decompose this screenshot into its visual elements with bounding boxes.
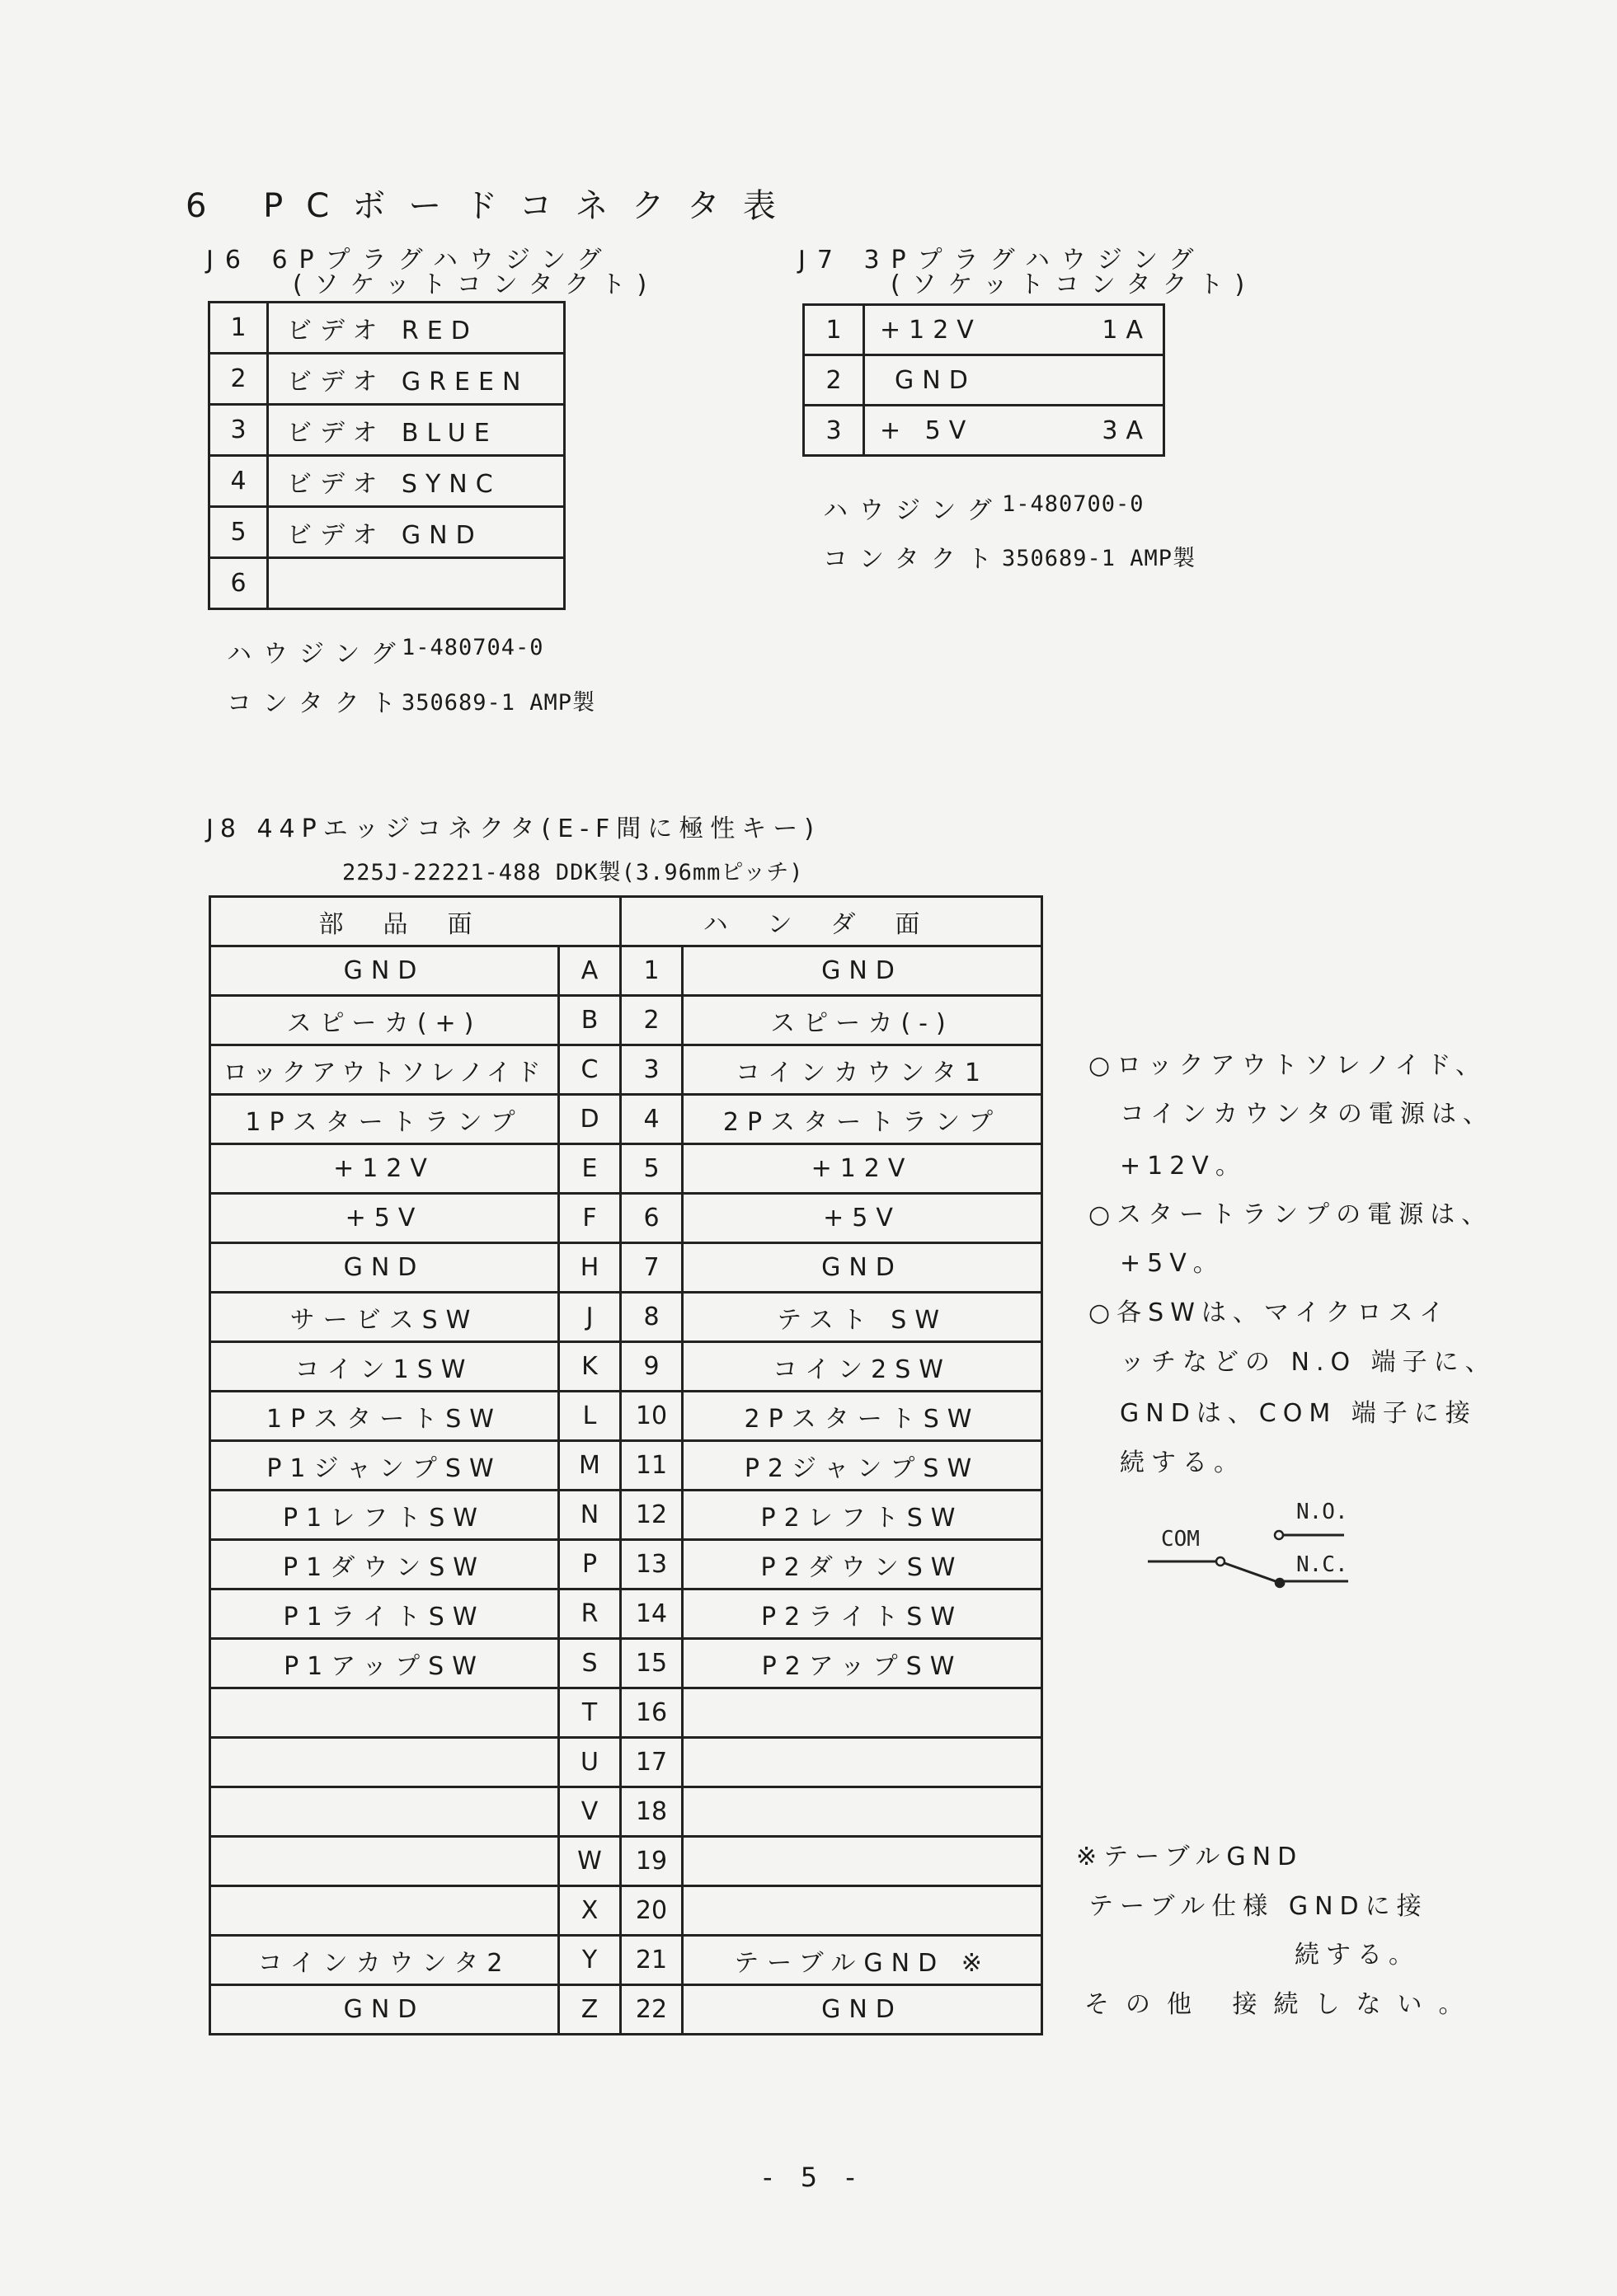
table-cell: +5V [683, 1194, 1042, 1243]
table-cell: F [559, 1194, 621, 1243]
table-cell: P [559, 1540, 621, 1589]
cell-text: GND [895, 365, 976, 395]
table-cell: +12V [210, 1144, 559, 1194]
table-row [210, 1738, 1042, 1787]
table-row [210, 1985, 1042, 2035]
j8-title: J8 44Pエッジコネクタ(E-F間に極性キー) [206, 815, 820, 843]
table-cell: E [559, 1144, 621, 1194]
table-cell: 3 [209, 405, 268, 456]
table-row [804, 406, 1164, 456]
table-cell: K [559, 1342, 621, 1392]
nc-terminal [1276, 1579, 1284, 1587]
table-row [209, 303, 565, 354]
page-number: - 5 - [763, 2162, 865, 2193]
com-terminal [1216, 1557, 1225, 1566]
table-cell: スピーカ(+) [210, 996, 559, 1045]
table-cell: 18 [621, 1787, 683, 1837]
note-line: ッチなどの N.O 端子に、 [1120, 1348, 1497, 1377]
table-row [210, 946, 1042, 996]
table-cell: 5 [209, 507, 268, 558]
table-cell: 1 [209, 303, 268, 354]
j7-contact-value: 350689-1 AMP製 [1002, 546, 1196, 571]
table-cell: 3 [804, 406, 864, 456]
table-cell: 2PスタートSW [683, 1392, 1042, 1441]
table-row [210, 996, 1042, 1045]
table-header [210, 897, 1042, 946]
table-cell: 1 [804, 305, 864, 355]
j6-contact-value: 350689-1 AMP製 [402, 690, 596, 716]
table-cell: テーブルGND ※ [683, 1936, 1042, 1985]
table-cell: +5V [210, 1194, 559, 1243]
j7-title: J7 3Pプラグハウジング [798, 246, 1206, 275]
table-cell: 4 [209, 456, 268, 507]
j6-housing-value: 1-480704-0 [402, 635, 544, 660]
table-cell: ビデオ GND [268, 507, 565, 558]
table-cell: 20 [621, 1886, 683, 1936]
table-cell: P1ライトSW [210, 1589, 559, 1639]
table-row [804, 305, 1164, 355]
table-row [210, 1837, 1042, 1886]
table-row [210, 1243, 1042, 1293]
table-row [210, 1144, 1042, 1194]
table-cell: コイン1SW [210, 1342, 559, 1392]
table-cell: D [559, 1095, 621, 1144]
table-cell: J [559, 1293, 621, 1342]
table-cell: サービスSW [210, 1293, 559, 1342]
table-cell: T [559, 1688, 621, 1738]
table-cell: P2ダウンSW [683, 1540, 1042, 1589]
table-cell: 11 [621, 1441, 683, 1491]
table-cell: ロックアウトソレノイド [210, 1045, 559, 1095]
table-row [210, 1936, 1042, 1985]
table-cell [268, 558, 565, 609]
note-line: ○ロックアウトソレノイド、 [1088, 1051, 1487, 1080]
table-cell: GND [210, 1243, 559, 1293]
table-cell: P1アップSW [210, 1639, 559, 1688]
table-cell: W [559, 1837, 621, 1886]
table-cell: 21 [621, 1936, 683, 1985]
j8-part-number: 225J-22221-488 DDK製(3.96mmピッチ) [342, 860, 804, 885]
table-row [209, 507, 565, 558]
table-cell: 12 [621, 1491, 683, 1540]
table-cell: 7 [621, 1243, 683, 1293]
table-note-line: その他 接続しない。 [1084, 1990, 1480, 2019]
table-note-line: ※テーブルGND [1076, 1843, 1304, 1871]
table-cell [683, 1688, 1042, 1738]
table-cell [683, 1738, 1042, 1787]
table-cell: GND [210, 946, 559, 996]
j6-contact-label: コンタクト [227, 689, 407, 718]
table-cell: コインカウンタ2 [210, 1936, 559, 1985]
table-cell: 1Pスタートランプ [210, 1095, 559, 1144]
table-cell: 1PスタートSW [210, 1392, 559, 1441]
table-row [210, 1639, 1042, 1688]
table-cell: X [559, 1886, 621, 1936]
table-cell: 2Pスタートランプ [683, 1095, 1042, 1144]
table-cell [864, 406, 1164, 456]
table-cell [683, 1837, 1042, 1886]
table-cell: ビデオ BLUE [268, 405, 565, 456]
table-row [804, 355, 1164, 406]
table-cell: 6 [209, 558, 268, 609]
table-cell: Y [559, 1936, 621, 1985]
table-cell: P1ジャンプSW [210, 1441, 559, 1491]
table-cell: 8 [621, 1293, 683, 1342]
table-cell: 22 [621, 1985, 683, 2035]
table-row [209, 558, 565, 609]
j6-subtitle: (ソケットコンタクト) [293, 270, 659, 299]
table-cell: 14 [621, 1589, 683, 1639]
table-cell: ビデオ SYNC [268, 456, 565, 507]
com-label: COM [1161, 1527, 1200, 1552]
cell-text: +12V [880, 315, 982, 345]
table-cell [864, 355, 1164, 406]
table-cell [683, 1886, 1042, 1936]
table-cell: P2レフトSW [683, 1491, 1042, 1540]
table-cell: C [559, 1045, 621, 1095]
no-label: N.O. [1296, 1500, 1348, 1524]
table-cell: 2 [804, 355, 864, 406]
table-cell: テスト SW [683, 1293, 1042, 1342]
table-cell: S [559, 1639, 621, 1688]
table-cell [683, 1787, 1042, 1837]
table-cell [210, 1688, 559, 1738]
j6-title: J6 6Pプラグハウジング [206, 246, 613, 275]
j7-housing-value: 1-480700-0 [1002, 491, 1145, 517]
table-row [210, 1787, 1042, 1837]
table-cell: L [559, 1392, 621, 1441]
table-row [210, 1441, 1042, 1491]
table-row [209, 456, 565, 507]
table-cell: 13 [621, 1540, 683, 1589]
table-cell [210, 1837, 559, 1886]
table-cell: GND [683, 1243, 1042, 1293]
table-cell: GND [683, 1985, 1042, 2035]
table-row [210, 1095, 1042, 1144]
table-row [210, 1342, 1042, 1392]
j7-housing-label: ハウジング [823, 496, 1004, 525]
nc-label: N.C. [1296, 1552, 1348, 1577]
table-cell [210, 1886, 559, 1936]
table-row [210, 1886, 1042, 1936]
table-cell: H [559, 1243, 621, 1293]
table-cell: スピーカ(-) [683, 996, 1042, 1045]
section-title: 6 PCボードコネクタ表 [186, 187, 799, 225]
table-cell: ビデオ GREEN [268, 354, 565, 405]
table-cell: 16 [621, 1688, 683, 1738]
table-cell: 3 [621, 1045, 683, 1095]
cell-text: 3A [1102, 416, 1151, 445]
table-cell: P2ライトSW [683, 1589, 1042, 1639]
table-row [209, 354, 565, 405]
j8-table [209, 895, 1043, 2035]
table-cell: M [559, 1441, 621, 1491]
note-line: 続する。 [1120, 1448, 1245, 1477]
table-cell: +12V [683, 1144, 1042, 1194]
table-row [210, 1491, 1042, 1540]
j7-table [802, 303, 1165, 457]
table-cell: 15 [621, 1639, 683, 1688]
table-cell: 17 [621, 1738, 683, 1787]
table-cell: 19 [621, 1837, 683, 1886]
note-line: GNDは、COM 端子に接 [1120, 1399, 1477, 1428]
table-row [210, 1392, 1042, 1441]
table-cell: U [559, 1738, 621, 1787]
j7-subtitle: (ソケットコンタクト) [891, 270, 1257, 299]
table-row [210, 1540, 1042, 1589]
note-line: コインカウンタの電源は、 [1120, 1100, 1494, 1129]
table-cell: P1ダウンSW [210, 1540, 559, 1589]
table-cell: Z [559, 1985, 621, 2035]
table-cell: 9 [621, 1342, 683, 1392]
table-note-line: テーブル仕様 GNDに接 [1088, 1892, 1428, 1921]
table-cell: 5 [621, 1144, 683, 1194]
table-row [210, 1045, 1042, 1095]
table-cell: 10 [621, 1392, 683, 1441]
j6-housing-label: ハウジング [227, 640, 407, 669]
table-cell: N [559, 1491, 621, 1540]
note-line: ○各SWは、マイクロスイ [1088, 1298, 1451, 1327]
table-cell: 2 [621, 996, 683, 1045]
table-row [209, 405, 565, 456]
table-cell: コイン2SW [683, 1342, 1042, 1392]
header-solder-side: ハンダ面 [621, 897, 1042, 946]
table-cell: ビデオ RED [268, 303, 565, 354]
header-component-side: 部品面 [210, 897, 621, 946]
no-terminal [1275, 1531, 1283, 1539]
cell-text: 1A [1102, 315, 1151, 345]
table-cell [864, 305, 1164, 355]
table-cell: GND [210, 1985, 559, 2035]
table-cell: B [559, 996, 621, 1045]
switch-diagram [1138, 1492, 1352, 1599]
cell-text: + 5V [880, 416, 975, 445]
table-cell: 2 [209, 354, 268, 405]
table-cell: コインカウンタ1 [683, 1045, 1042, 1095]
table-cell: P1レフトSW [210, 1491, 559, 1540]
j6-table [208, 301, 566, 610]
note-line: +12V。 [1120, 1152, 1247, 1181]
table-cell [210, 1738, 559, 1787]
table-cell: R [559, 1589, 621, 1639]
table-note-line: 続する。 [1295, 1941, 1420, 1970]
table-row [210, 1688, 1042, 1738]
table-row [210, 1194, 1042, 1243]
table-cell: GND [683, 946, 1042, 996]
note-line: ○スタートランプの電源は、 [1088, 1200, 1493, 1229]
table-cell: P2アップSW [683, 1639, 1042, 1688]
table-cell: 1 [621, 946, 683, 996]
table-cell: V [559, 1787, 621, 1837]
note-line: +5V。 [1120, 1249, 1225, 1278]
table-row [210, 1293, 1042, 1342]
j7-contact-label: コンタクト [823, 545, 1004, 574]
table-cell: A [559, 946, 621, 996]
table-cell: P2ジャンプSW [683, 1441, 1042, 1491]
table-cell: 4 [621, 1095, 683, 1144]
table-row [210, 1589, 1042, 1639]
table-cell: 6 [621, 1194, 683, 1243]
table-cell [210, 1787, 559, 1837]
